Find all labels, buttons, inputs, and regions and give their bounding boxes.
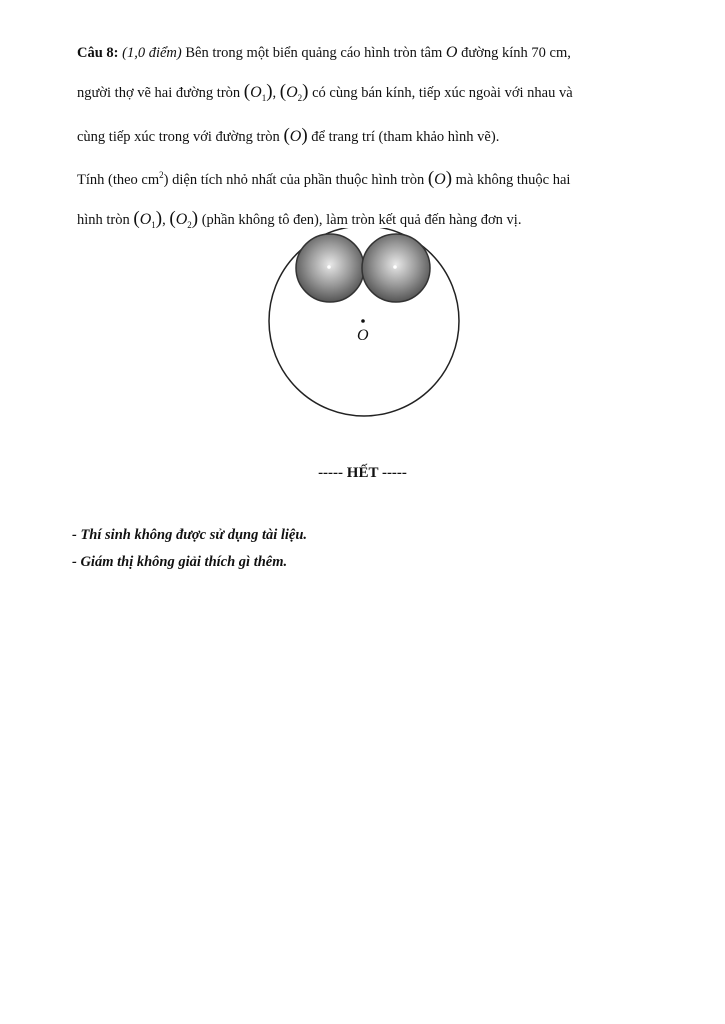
question-line-5: hình tròn $(O_1)$, $(O_2)$ (phần không tô đen), làm tròn kết quả đến hàng đơn vị.: [77, 207, 522, 230]
question-text-1: Bên trong một biển quảng cáo hình tròn tâm: [181, 45, 446, 61]
line4-sup: 2: [159, 170, 164, 181]
circle-o-label: O: [289, 127, 302, 145]
var-o: O: [445, 44, 458, 61]
question-number: Câu 8:: [77, 45, 119, 61]
circle-figure: [265, 228, 465, 418]
comma-1: ,: [272, 84, 280, 101]
note-2: - Giám thị không giải thích gì thêm.: [72, 554, 288, 570]
notes: [72, 522, 307, 576]
question-line-3: cùng tiếp xúc trong với đường tròn (O) để trang trí (tham khảo hình vẽ).: [77, 124, 500, 146]
circle-o-label-2: O: [434, 171, 446, 189]
end-marker: ----- HẾT -----: [318, 465, 407, 481]
question-points: (1,0 điểm): [122, 45, 182, 61]
o1-sub: 1: [261, 92, 267, 103]
question-text: [77, 34, 652, 244]
o1-sub-2: 1: [151, 219, 156, 230]
center-o-label: O: [357, 327, 369, 344]
center-o1-dot: [327, 265, 331, 269]
line2-b: có cùng bán kính, tiếp xúc ngoài với nhau và: [308, 84, 573, 101]
center-o2-dot: [393, 265, 397, 269]
circle-o2-label-2: O: [175, 210, 188, 228]
line3-a: cùng tiếp xúc trong với đường tròn: [77, 128, 284, 145]
line4-a: Tính (theo cm: [77, 172, 160, 189]
line2-a: người thợ vẽ hai đường tròn: [77, 84, 244, 101]
figure-svg: [265, 228, 465, 418]
circle-o1-label: O: [250, 83, 262, 101]
question-line-1: [77, 34, 652, 73]
o2-sub: 2: [297, 92, 303, 103]
question-line-4: Tính (theo $cm^2$) diện tích nhỏ nhất của phần thuộc hình tròn (O) mà không thuộc hai: [77, 168, 571, 190]
circle-o1-label-2: O: [139, 210, 152, 228]
circle-o2-label: O: [286, 83, 298, 101]
line5-b: (phần không tô đen), làm tròn kết quả đến hàng đơn vị.: [198, 211, 522, 228]
comma-2: ,: [162, 211, 170, 228]
note-1: - Thí sinh không được sử dụng tài liệu.: [72, 527, 308, 543]
center-o-dot: [361, 319, 365, 323]
diameter-value: 70 cm,: [531, 45, 571, 61]
line3-b: để trang trí (tham khảo hình vẽ).: [307, 128, 500, 145]
line4-c: mà không thuộc hai: [452, 172, 571, 189]
question-text-2: đường kính: [457, 45, 532, 61]
question-line-2: người thợ vẽ hai đường tròn $(O_1)$, $(O_2)$ có cùng bán kính, tiếp xúc ngoài với nhau và: [77, 80, 573, 103]
line5-a: hình tròn: [77, 211, 134, 228]
line4-b: ) diện tích nhỏ nhất của phần thuộc hình tròn: [163, 172, 428, 189]
o2-sub-2: 2: [187, 219, 192, 230]
